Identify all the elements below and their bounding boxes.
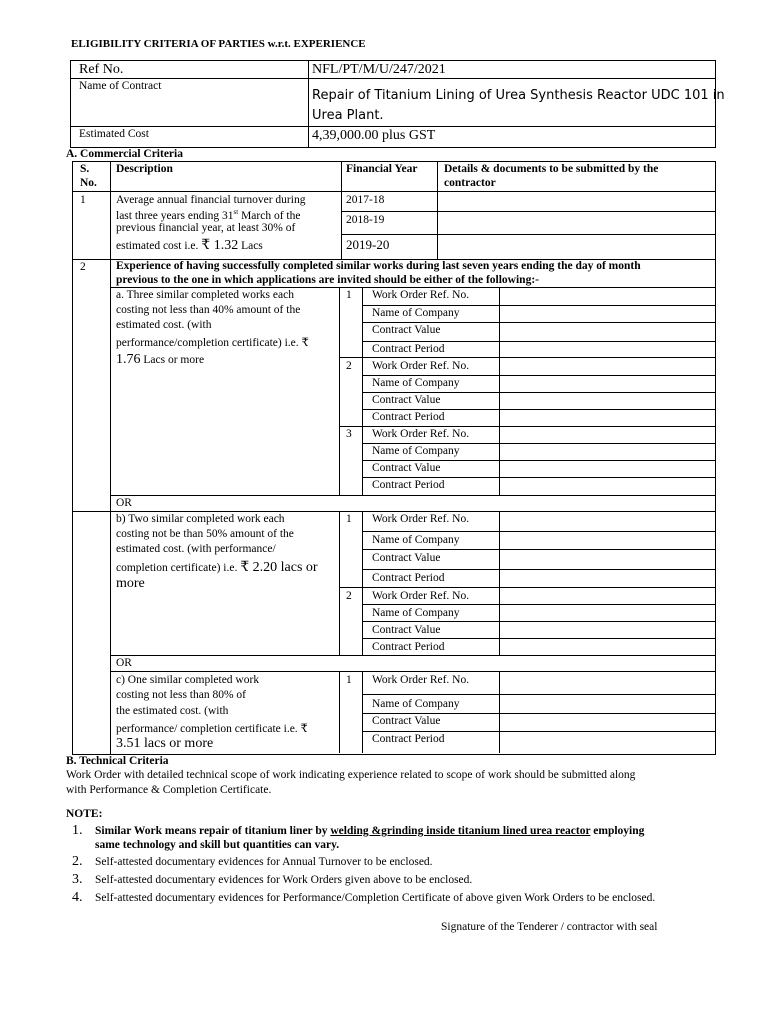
technical-criteria-line1: Work Order with detailed technical scope of work indicating experience related to scope of work should be submitted along <box>66 769 636 781</box>
header-sno-2: No. <box>80 177 97 189</box>
wo-b2-ref: Work Order Ref. No. <box>372 590 470 602</box>
option-a-line5: 1.76 Lacs or more <box>116 352 205 367</box>
option-c-line5: 3.51 lacs or more <box>116 736 214 751</box>
row2-heading-line2: previous to the one in which applications are invited should be either of the following:- <box>116 274 539 286</box>
note-1-line2: same technology and skill but quantities can vary. <box>95 839 340 851</box>
option-c-line2: costing not less than 80% of <box>116 689 246 701</box>
option-a-line4: performance/completion certificate) i.e. ₹ <box>116 337 309 349</box>
wo-b1-ref: Work Order Ref. No. <box>372 513 470 525</box>
header-details-2: contractor <box>444 177 496 189</box>
row2-sno: 2 <box>80 261 86 273</box>
wo-b2-period: Contract Period <box>372 641 445 653</box>
note-3-text: Self-attested documentary evidences for Work Orders given above to be enclosed. <box>95 874 473 886</box>
wo-a3-ref: Work Order Ref. No. <box>372 428 470 440</box>
contract-name-label: Name of Contract <box>79 80 162 92</box>
ref-label: Ref No. <box>79 62 124 77</box>
note-3-number: 3. <box>72 872 83 887</box>
wo-a1-ref: Work Order Ref. No. <box>372 289 470 301</box>
wo-c1-period: Contract Period <box>372 733 445 745</box>
wo-b1-period: Contract Period <box>372 572 445 584</box>
option-a-line3: estimated cost. (with <box>116 319 212 331</box>
note-2-number: 2. <box>72 854 83 869</box>
wo-a3-company: Name of Company <box>372 445 460 457</box>
option-c-line1: c) One similar completed work <box>116 674 260 686</box>
option-b-line5: more <box>116 576 145 591</box>
note-2-text: Self-attested documentary evidences for Annual Turnover to be enclosed. <box>95 856 433 868</box>
option-b-line3: estimated cost. (with performance/ <box>116 543 276 555</box>
year-2018-19: 2018-19 <box>346 214 385 226</box>
wo-c1-ref: Work Order Ref. No. <box>372 674 470 686</box>
wo-b-num-1: 1 <box>346 513 352 525</box>
or-separator-2: OR <box>116 657 132 669</box>
document-title: ELIGIBILITY CRITERIA OF PARTIES w.r.t. EXPERIENCE <box>71 38 366 50</box>
wo-a-num-1: 1 <box>346 289 352 301</box>
wo-a-num-2: 2 <box>346 360 352 372</box>
wo-c1-value: Contract Value <box>372 715 441 727</box>
or-separator-1: OR <box>116 497 132 509</box>
note-4-text: Self-attested documentary evidences for Performance/Completion Certificate of above given Work Orders to be enclosed. <box>95 892 656 904</box>
header-details: Details & documents to be submitted by the <box>444 163 659 175</box>
technical-criteria-line2: with Performance & Completion Certificate. <box>66 784 272 796</box>
wo-a3-period: Contract Period <box>372 479 445 491</box>
wo-a3-value: Contract Value <box>372 462 441 474</box>
wo-a2-value: Contract Value <box>372 394 441 406</box>
ref-value: NFL/PT/M/U/247/2021 <box>312 62 446 77</box>
option-c-line4: performance/ completion certificate i.e. ₹ <box>116 723 308 735</box>
option-b-line1: b) Two similar completed work each <box>116 513 285 525</box>
wo-a2-ref: Work Order Ref. No. <box>372 360 470 372</box>
section-a-heading: A. Commercial Criteria <box>66 148 183 160</box>
wo-a-num-3: 3 <box>346 428 352 440</box>
contract-name-value-line2: Urea Plant. <box>312 108 384 123</box>
note-4-number: 4. <box>72 890 83 905</box>
wo-b2-company: Name of Company <box>372 607 460 619</box>
option-a-line1: a. Three similar completed works each <box>116 289 294 301</box>
wo-b-num-2: 2 <box>346 590 352 602</box>
wo-b1-company: Name of Company <box>372 534 460 546</box>
header-financial-year: Financial Year <box>346 163 418 175</box>
header-description: Description <box>116 163 173 175</box>
wo-c-num-1: 1 <box>346 674 352 686</box>
option-c-line3: the estimated cost. (with <box>116 705 229 717</box>
signature-line: Signature of the Tenderer / contractor with seal <box>441 921 658 933</box>
option-a-line2: costing not less than 40% amount of the <box>116 304 301 316</box>
section-b-heading: B. Technical Criteria <box>66 755 169 767</box>
year-2017-18: 2017-18 <box>346 194 385 206</box>
wo-c1-company: Name of Company <box>372 698 460 710</box>
wo-b1-value: Contract Value <box>372 552 441 564</box>
option-b-line2: costing not be than 50% amount of the <box>116 528 294 540</box>
estimated-cost-label: Estimated Cost <box>79 128 149 140</box>
year-2019-20: 2019-20 <box>346 237 390 252</box>
note-1-line1: Similar Work means repair of titanium liner by welding &grinding inside titanium lined urea reactor employing <box>95 825 645 837</box>
row2-heading-line1: Experience of having successfully completed similar works during last seven years ending the day of month <box>116 260 641 272</box>
row1-desc-line3: previous financial year, at least 30% of <box>116 222 296 234</box>
row1-desc-line1: Average annual financial turnover during <box>116 194 306 206</box>
estimated-cost-value: 4,39,000.00 plus GST <box>312 128 436 143</box>
row1-sno: 1 <box>80 194 86 206</box>
contract-name-value-line1: Repair of Titanium Lining of Urea Synthesis Reactor UDC 101 in <box>312 88 725 103</box>
row1-desc-line4: estimated cost i.e. ₹ 1.32 Lacs <box>116 238 263 253</box>
wo-a2-period: Contract Period <box>372 411 445 423</box>
option-b-line4: completion certificate) i.e. ₹ 2.20 lacs or <box>116 560 318 575</box>
note-heading: NOTE: <box>66 808 103 820</box>
wo-b2-value: Contract Value <box>372 624 441 636</box>
wo-a1-value: Contract Value <box>372 324 441 336</box>
wo-a2-company: Name of Company <box>372 377 460 389</box>
header-sno: S. <box>80 163 90 175</box>
row1-desc-line2: last three years ending 31st March of the <box>116 208 301 222</box>
wo-a1-company: Name of Company <box>372 307 460 319</box>
wo-a1-period: Contract Period <box>372 343 445 355</box>
note-1-number: 1. <box>72 823 83 838</box>
